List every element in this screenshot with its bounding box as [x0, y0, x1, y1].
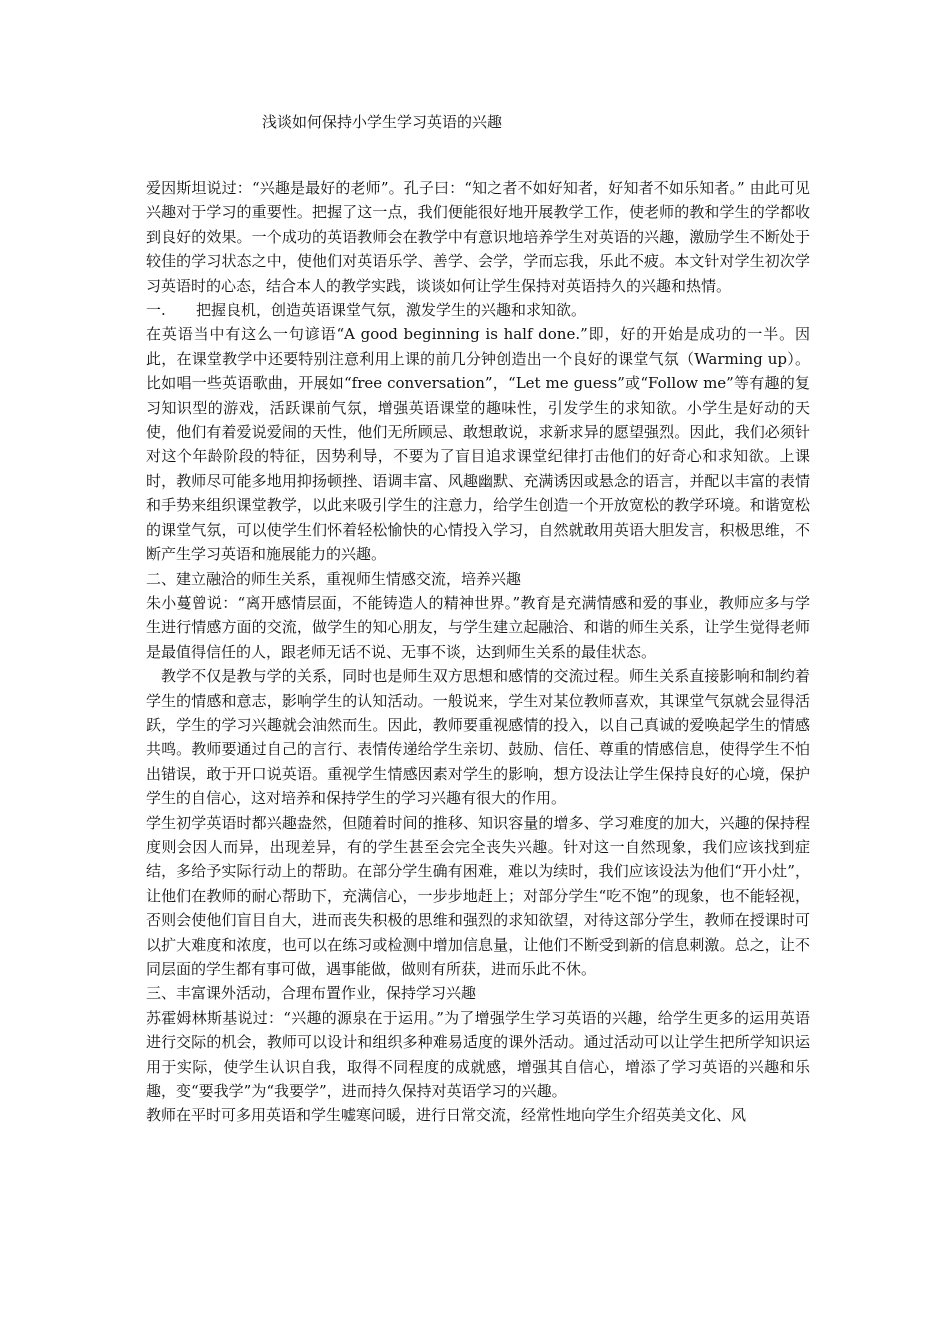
section-2-heading: 二、建立融洽的师生关系，重视师生情感交流，培养兴趣: [146, 569, 522, 588]
section-3-heading: 三、丰富课外活动，合理布置作业，保持学习兴趣: [146, 984, 477, 1003]
intro-paragraph: 爱因斯坦说过：“兴趣是最好的老师”。孔子曰：“知之者不如好知者，好知者不如乐知者。” 由此可见兴趣对于学习的重要性。把握了这一点，我们便能很好地开展教学工作，使老师的教和学生的学都收到良好的效果。一个成功的英语教师会在教学中有意识地培养学生对英语的兴趣，激励学生不断处于较佳的学习状态之中，使他们对英语乐学、善学、会学，学而忘我，乐此不疲。本文针对学生初次学习英语时的心态，结合本人的教学实践，谈谈如何让学生保持对英语持久的兴趣和热情。: [146, 179, 810, 295]
section-1-number: 一.: [146, 301, 166, 320]
document-page: [146, 110, 810, 1128]
document-title: 浅谈如何保持小学生学习英语的兴趣: [262, 113, 503, 131]
section-2-paragraph-1: 朱小蔓曾说：“离开感情层面，不能铸造人的精神世界。”教育是充满情感和爱的事业，教师应多与学生进行情感方面的交流，做学生的知心朋友，与学生建立起融洽、和谐的师生关系，让学生觉得老师是最值得信任的人，跟老师无话不说、无事不谈，达到师生关系的最佳状态。: [146, 593, 810, 661]
section-3-paragraph-1: 苏霍姆林斯基说过：“兴趣的源泉在于运用。”为了增强学生学习英语的兴趣，给学生更多的运用英语进行交际的机会，教师可以设计和组织多种难易适度的课外活动。通过活动可以让学生把所学知识运用于实际，使学生认识自我，取得不同程度的成就感，增强其自信心，增添了学习英语的兴趣和乐趣，变“要我学”为“我要学”，进而持久保持对英语学习的兴趣。: [146, 1008, 810, 1101]
section-2-paragraph-3: 学生初学英语时都兴趣盎然，但随着时间的推移、知识容量的增多、学习难度的加大，兴趣的保持程度则会因人而异，出现差异，有的学生甚至会完全丧失兴趣。针对这一自然现象，我们应该找到症结，多给予实际行动上的帮助。在部分学生确有困难，难以为续时，我们应该设法为他们“开小灶”，让他们在教师的耐心帮助下，充满信心，一步步地赶上；对部分学生“吃不饱”的现象，也不能轻视，否则会使他们盲目自大，进而丧失积极的思维和强烈的求知欲望，对待这部分学生，教师在授课时可以扩大难度和浓度，也可以在练习或检测中增加信息量，让他们不断受到新的信息刺激。总之，让不同层面的学生都有事可做，遇事能做，做则有所获，进而乐此不休。: [146, 813, 810, 978]
section-1-heading: [146, 298, 810, 322]
section-1-paragraph-1: 在英语当中有这么一句谚语“A good beginning is half done.”即，好的开始是成功的一半。因此，在课堂教学中还要特别注意利用上课的前几分钟创造出一个良好的课堂气氛（Warming up）。比如唱一些英语歌曲，开展如“free conversation”，“Let me guess”或“Follow me”等有趣的复习知识型的游戏，活跃课前气氛，增强英语课堂的趣味性，引发学生的求知欲。小学生是好动的天使，他们有着爱说爱闹的天性，他们无所顾忌、敢想敢说，求新求异的愿望强烈。因此，我们必须针对这个年龄阶段的特征，因势利导，不要为了盲目追求课堂纪律打击他们的好奇心和求知欲。上课时，教师尽可能多地用抑扬顿挫、语调丰富、风趣幽默、充满诱因或悬念的语言，并配以丰富的表情和手势来组织课堂教学，以此来吸引学生的注意力，给学生创造一个开放宽松的教学环境。和谐宽松的课堂气氛，可以使学生们怀着轻松愉快的心情投入学习，自然就敢用英语大胆发言，积极思维，不断产生学习英语和施展能力的兴趣。: [146, 325, 810, 564]
section-2-paragraph-2: 教学不仅是教与学的关系，同时也是师生双方思想和感情的交流过程。师生关系直接影响和制约着学生的情感和意志，影响学生的认知活动。一般说来，学生对某位教师喜欢，其课堂气氛就会显得活跃，学生的学习兴趣就会油然而生。因此，教师要重视感情的投入，以自己真诚的爱唤起学生的情感共鸣。教师要通过自己的言行、表情传递给学生亲切、鼓励、信任、尊重的情感信息，使得学生不怕出错误，敢于开口说英语。重视学生情感因素对学生的影响，想方设法让学生保持良好的心境，保护学生的自信心，这对培养和保持学生的学习兴趣有很大的作用。: [146, 667, 810, 808]
section-1-heading-text: 把握良机，创造英语课堂气氛，激发学生的兴趣和求知欲。: [196, 301, 587, 320]
section-3-paragraph-2: 教师在平时可多用英语和学生嘘寒问暖，进行日常交流，经常性地向学生介绍英美文化、风: [146, 1106, 747, 1125]
